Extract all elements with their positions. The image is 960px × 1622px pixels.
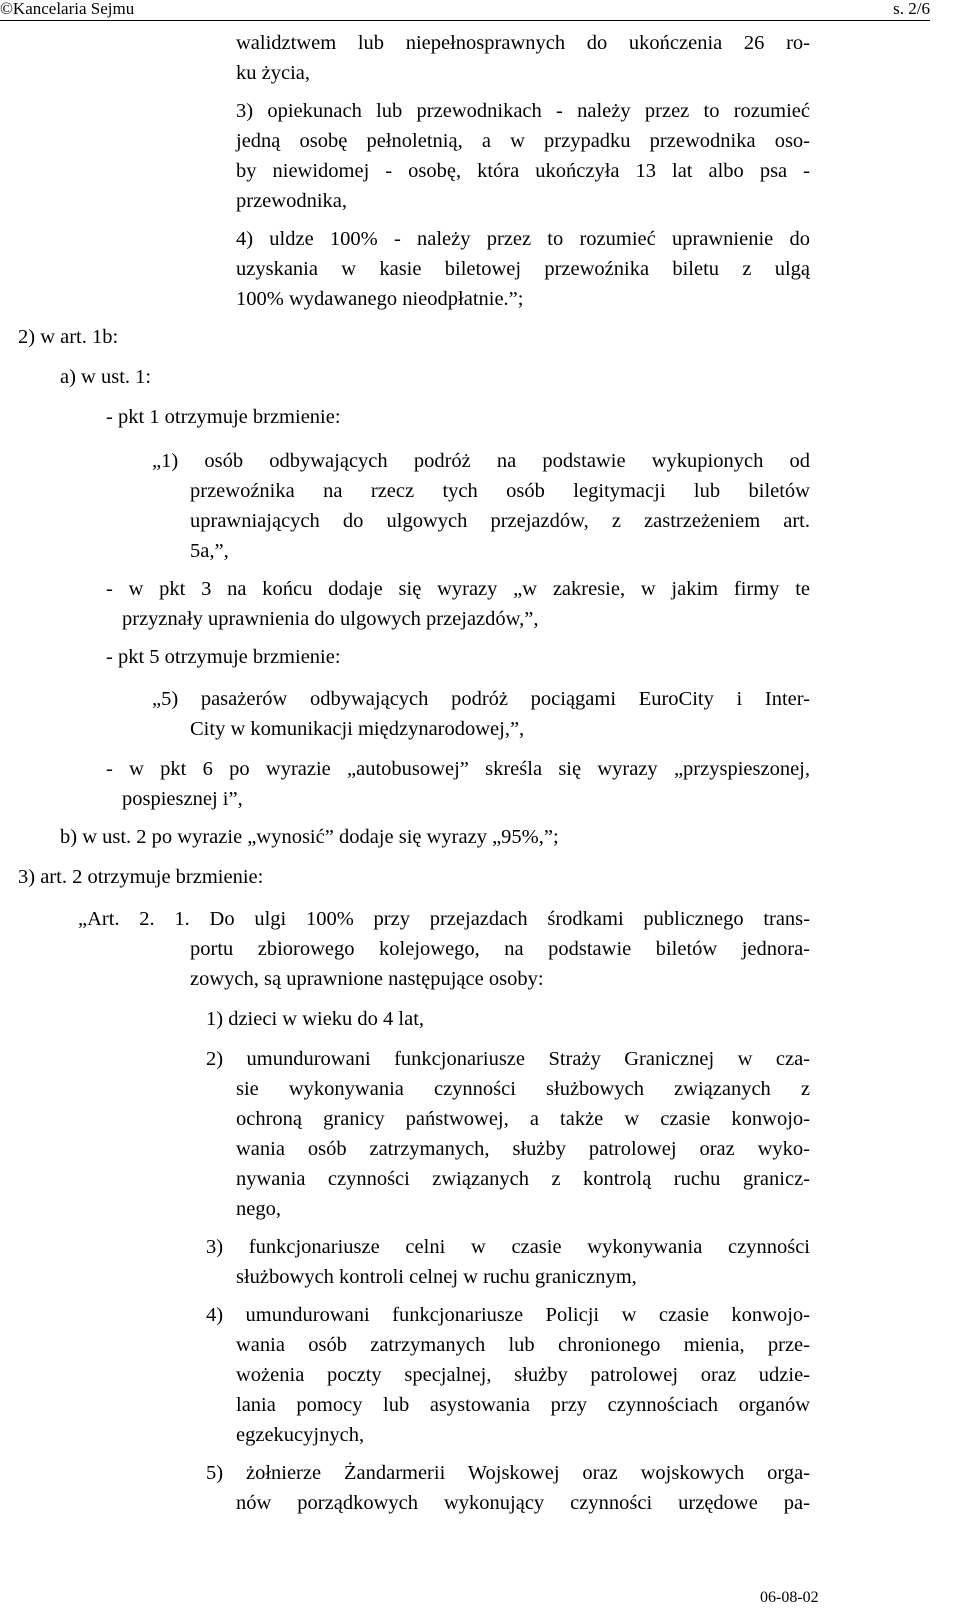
quoted-text: „5) pasażerów odbywających podróż pociągami EuroCity i Inter-: [152, 688, 810, 710]
text-line: ku życia,: [236, 62, 310, 84]
text-line: portu zbiorowego kolejowego, na podstawie biletów jednora-: [190, 938, 810, 960]
list-item-4: 4) umundurowani funkcjonariusze Policji w czasie konwojo-: [206, 1304, 810, 1326]
text-line: zowych, są uprawnione następujące osoby:: [190, 968, 544, 990]
text-line: City w komunikacji międzynarodowej,”,: [190, 718, 525, 740]
text-line: pospiesznej i”,: [122, 788, 243, 810]
copyright-label: ©Kancelaria Sejmu: [0, 0, 135, 18]
list-item-2: 2) umundurowani funkcjonariusze Straży Granicznej w cza-: [206, 1048, 810, 1070]
text-line: sie wykonywania czynności służbowych związanych z: [236, 1078, 810, 1100]
text-line: nego,: [236, 1198, 281, 1220]
list-item-1: 1) dzieci w wieku do 4 lat,: [206, 1008, 425, 1030]
text-line: przyznały uprawnienia do ulgowych przejazdów,”,: [122, 608, 539, 630]
list-item-4: 4) uldze 100% - należy przez to rozumieć uprawnienie do: [236, 228, 810, 250]
text-line: lania pomocy lub asystowania przy czynnościach organów: [236, 1394, 810, 1416]
text-line: ochroną granicy państwowej, a także w czasie konwojo-: [236, 1108, 810, 1130]
page-number: s. 2/6: [893, 0, 930, 18]
section-heading: 3) art. 2 otrzymuje brzmienie:: [18, 866, 264, 888]
page-header: [0, 0, 930, 21]
text-line: walidztwem lub niepełnosprawnych do ukończenia 26 ro-: [236, 32, 810, 54]
amendment-line: - pkt 5 otrzymuje brzmienie:: [106, 646, 341, 668]
list-item-3: 3) funkcjonariusze celni w czasie wykonywania czynności: [206, 1236, 810, 1258]
list-item-3: 3) opiekunach lub przewodnikach - należy przez to rozumieć: [236, 100, 810, 122]
text-line: 5a,”,: [190, 540, 229, 562]
text-line: nywania czynności związanych z kontrolą ruchu granicz-: [236, 1168, 810, 1190]
amendment-line: - w pkt 6 po wyrazie „autobusowej” skreśla się wyrazy „przyspieszonej,: [106, 758, 810, 780]
text-line: jedną osobę pełnoletnią, a w przypadku przewodnika oso-: [236, 130, 810, 152]
list-item-5: 5) żołnierze Żandarmerii Wojskowej oraz wojskowych orga-: [206, 1462, 810, 1484]
text-line: przewoźnika na rzecz tych osób legitymacji lub biletów: [190, 480, 810, 502]
text-line: uprawniających do ulgowych przejazdów, z zastrzeżeniem art.: [190, 510, 810, 532]
text-line: 100% wydawanego nieodpłatnie.”;: [236, 288, 524, 310]
footer-date: 06-08-02: [760, 1589, 819, 1606]
subsection-heading: b) w ust. 2 po wyrazie „wynosić” dodaje się wyrazy „95%,”;: [60, 826, 559, 848]
subsection-heading: a) w ust. 1:: [60, 366, 152, 388]
text-line: wożenia poczty specjalnej, służby patrolowej oraz udzie-: [236, 1364, 810, 1386]
text-line: uzyskania w kasie biletowej przewoźnika biletu z ulgą: [236, 258, 810, 280]
quoted-text: „1) osób odbywających podróż na podstawie wykupionych od: [152, 450, 810, 472]
text-line: by niewidomej - osobę, która ukończyła 13 lat albo psa -: [236, 160, 810, 182]
amendment-line: - pkt 1 otrzymuje brzmienie:: [106, 406, 341, 428]
text-line: przewodnika,: [236, 190, 347, 212]
text-line: wania osób zatrzymanych lub chronionego mienia, prze-: [236, 1334, 810, 1356]
text-line: egzekucyjnych,: [236, 1424, 365, 1446]
text-line: wania osób zatrzymanych, służby patrolowej oraz wyko-: [236, 1138, 810, 1160]
article-text: „Art. 2. 1. Do ulgi 100% przy przejazdach środkami publicznego trans-: [78, 908, 810, 930]
amendment-line: - w pkt 3 na końcu dodaje się wyrazy „w zakresie, w jakim firmy te: [106, 578, 810, 600]
text-line: służbowych kontroli celnej w ruchu granicznym,: [236, 1266, 637, 1288]
text-line: nów porządkowych wykonujący czynności urzędowe pa-: [236, 1492, 810, 1514]
section-heading: 2) w art. 1b:: [18, 326, 119, 348]
